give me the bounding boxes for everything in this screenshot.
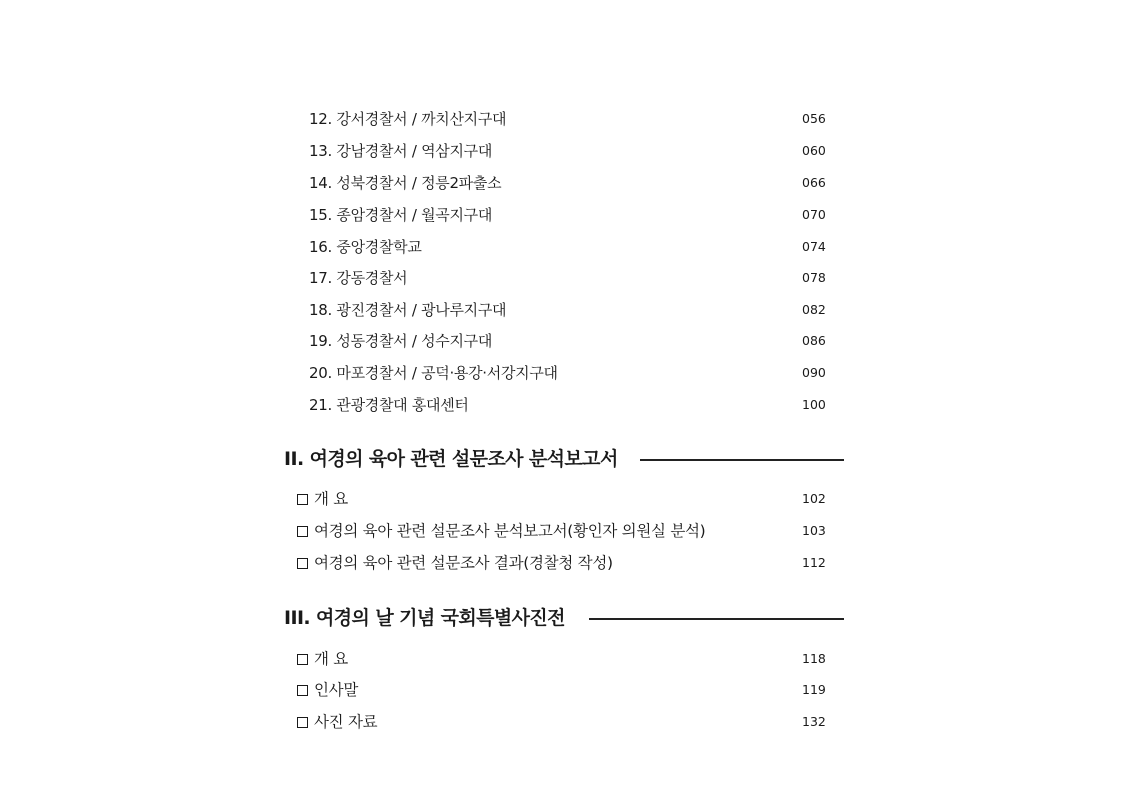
- toc-item-overview: [0, 484, 1123, 514]
- toc-item-page: 118: [802, 651, 826, 666]
- toc-entry-title: 15. 종암경찰서 / 월곡지구대: [309, 206, 493, 224]
- toc-entry-title: 14. 성북경찰서 / 정릉2파출소: [309, 174, 502, 192]
- toc-item-label: [297, 644, 348, 674]
- toc-entry-page: 056: [802, 111, 826, 126]
- toc-entry-21: [0, 390, 1123, 420]
- toc-item-title: 사진 자료: [314, 713, 378, 731]
- toc-item-photos: [0, 707, 1123, 737]
- toc-item-survey-analysis: [0, 516, 1123, 546]
- toc-entry-16: [0, 232, 1123, 262]
- checkbox-icon: [297, 717, 308, 728]
- toc-entry-page: 074: [802, 239, 826, 254]
- toc-entry-page: 100: [802, 397, 826, 412]
- checkbox-icon: [297, 685, 308, 696]
- toc-item-title: 여경의 육아 관련 설문조사 분석보고서(황인자 의원실 분석): [314, 522, 706, 540]
- section-heading-title: III. 여경의 날 기념 국회특별사진전: [284, 607, 565, 629]
- heading-rule: [640, 459, 844, 461]
- toc-entry-title: 20. 마포경찰서 / 공덕·용강·서강지구대: [309, 364, 558, 382]
- toc-item-label: [297, 707, 377, 737]
- toc-item-label: [297, 516, 705, 546]
- toc-item-label: [297, 484, 348, 514]
- toc-entry-12: [0, 104, 1123, 134]
- toc-entry-title: 19. 성동경찰서 / 성수지구대: [309, 332, 493, 350]
- toc-item-title: 개 요: [314, 650, 348, 668]
- toc-entry-title: 12. 강서경찰서 / 까치산지구대: [309, 110, 507, 128]
- section-heading-title: II. 여경의 육아 관련 설문조사 분석보고서: [284, 448, 618, 470]
- toc-item-page: 102: [802, 491, 826, 506]
- heading-rule: [589, 618, 844, 620]
- toc-item-page: 132: [802, 714, 826, 729]
- toc-entry-17: [0, 263, 1123, 293]
- toc-item-page: 112: [802, 555, 826, 570]
- toc-entry-page: 086: [802, 333, 826, 348]
- checkbox-icon: [297, 654, 308, 665]
- checkbox-icon: [297, 526, 308, 537]
- toc-entry-page: 082: [802, 302, 826, 317]
- section-heading-2: [284, 441, 844, 477]
- toc-entry-page: 060: [802, 143, 826, 158]
- toc-item-label: [297, 675, 358, 705]
- toc-entry-title: 16. 중앙경찰학교: [309, 238, 422, 256]
- toc-entry-19: [0, 326, 1123, 356]
- toc-entry-13: [0, 136, 1123, 166]
- toc-item-page: 103: [802, 523, 826, 538]
- toc-item-greeting: [0, 675, 1123, 705]
- toc-item-title: 개 요: [314, 490, 348, 508]
- checkbox-icon: [297, 494, 308, 505]
- toc-item-title: 여경의 육아 관련 설문조사 결과(경찰청 작성): [314, 554, 613, 572]
- toc-entry-title: 17. 강동경찰서: [309, 269, 408, 287]
- toc-entry-page: 066: [802, 175, 826, 190]
- toc-entry-page: 078: [802, 270, 826, 285]
- checkbox-icon: [297, 558, 308, 569]
- toc-entry-page: 070: [802, 207, 826, 222]
- toc-entry-title: 18. 광진경찰서 / 광나루지구대: [309, 301, 507, 319]
- toc-entry-15: [0, 200, 1123, 230]
- toc-item-label: [297, 548, 613, 578]
- toc-item-title: 인사말: [314, 681, 359, 699]
- toc-item-page: 119: [802, 682, 826, 697]
- toc-entry-title: 13. 강남경찰서 / 역삼지구대: [309, 142, 493, 160]
- toc-entry-title: 21. 관광경찰대 홍대센터: [309, 396, 469, 414]
- toc-entry-18: [0, 295, 1123, 325]
- section-heading-3: [284, 600, 844, 636]
- toc-item-survey-results: [0, 548, 1123, 578]
- toc-entry-page: 090: [802, 365, 826, 380]
- toc-entry-14: [0, 168, 1123, 198]
- toc-entry-20: [0, 358, 1123, 388]
- toc-item-overview: [0, 644, 1123, 674]
